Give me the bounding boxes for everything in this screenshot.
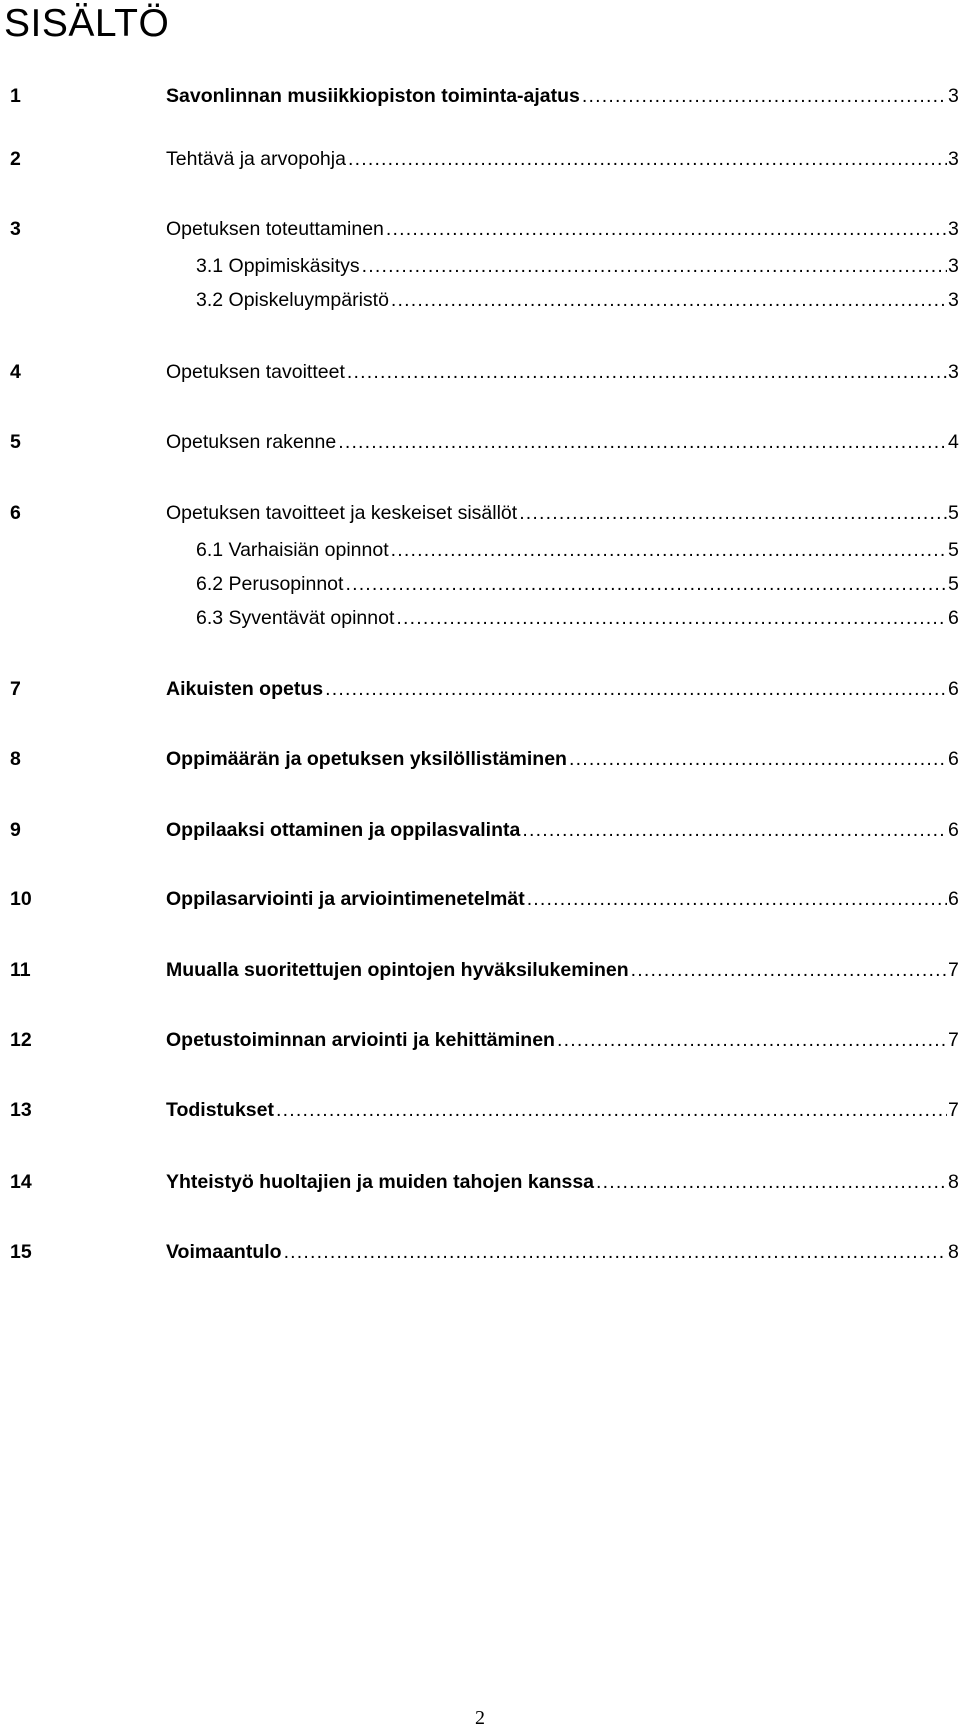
toc-entry[interactable]: [0, 359, 958, 385]
toc-entry-page: 3: [948, 218, 959, 240]
toc-entry-line: [196, 253, 958, 279]
toc-entry[interactable]: [0, 1027, 958, 1053]
toc-entry[interactable]: [0, 1169, 958, 1195]
dot-leader: [527, 886, 947, 912]
toc-entry-page: 7: [948, 1099, 959, 1121]
toc-entry-line: [196, 537, 958, 563]
toc-entry-line: [166, 359, 958, 385]
toc-entry-label: Todistukset: [166, 1099, 274, 1121]
toc-entry-page: 3: [948, 361, 959, 383]
dot-leader: [596, 1169, 947, 1195]
toc-entry-number: 9: [10, 819, 21, 841]
toc-entry[interactable]: [0, 287, 958, 313]
toc-entry-page: 3: [948, 255, 959, 277]
toc-entry-label: Oppilasarviointi ja arviointimenetelmät: [166, 888, 525, 910]
toc-entry-page: 4: [948, 431, 959, 453]
toc-entry[interactable]: [0, 957, 958, 983]
toc-entry-number: 7: [10, 678, 21, 700]
toc-entry-number: 2: [10, 148, 21, 170]
toc-entry-line: [166, 817, 958, 843]
toc-entry-number: 11: [10, 959, 31, 981]
toc-entry-label: Opetuksen toteuttaminen: [166, 218, 384, 240]
toc-entry[interactable]: [0, 571, 958, 597]
toc-entry-number: 6: [10, 502, 21, 524]
toc-entry-label: 6.3 Syventävät opinnot: [196, 607, 395, 629]
toc-entry[interactable]: [0, 216, 958, 242]
dot-leader: [519, 500, 947, 526]
toc-entry-line: [196, 287, 958, 313]
toc-entry-number: 14: [10, 1171, 32, 1193]
toc-entry[interactable]: [0, 746, 958, 772]
toc-entry-line: [166, 1027, 958, 1053]
dot-leader: [386, 216, 947, 242]
toc-entry-label: Opetuksen tavoitteet: [166, 361, 345, 383]
toc-entry-line: [166, 957, 958, 983]
toc-entry-label: Yhteistyö huoltajien ja muiden tahojen kanssa: [166, 1171, 595, 1193]
toc-entry-line: [166, 83, 958, 109]
toc-entry-label: Opetustoiminnan arviointi ja kehittäminen: [166, 1029, 555, 1051]
dot-leader: [362, 253, 947, 279]
toc-entry-number: 1: [10, 85, 21, 107]
dot-leader: [631, 957, 947, 983]
toc-entry-number: 10: [10, 888, 32, 910]
dot-leader: [345, 571, 947, 597]
dot-leader: [284, 1239, 947, 1265]
toc-entry[interactable]: [0, 83, 958, 109]
toc-entry-number: 4: [10, 361, 21, 383]
toc-entry-label: 6.2 Perusopinnot: [196, 573, 344, 595]
page-number: 2: [475, 1707, 485, 1729]
toc-entry-line: [166, 429, 958, 455]
toc-entry-label: Savonlinnan musiikkiopiston toiminta-ajatus: [166, 85, 580, 107]
toc-entry-page: 3: [948, 148, 959, 170]
page-title: SISÄLTÖ: [4, 2, 170, 45]
toc-entry-line: [166, 500, 958, 526]
dot-leader: [391, 287, 947, 313]
toc-entry-label: Aikuisten opetus: [166, 678, 324, 700]
toc-entry-line: [166, 146, 958, 172]
toc-entry-page: 5: [948, 502, 959, 524]
toc-entry-line: [166, 1169, 958, 1195]
toc-entry-page: 6: [948, 607, 959, 629]
dot-leader: [347, 359, 947, 385]
dot-leader: [522, 817, 947, 843]
toc-entry[interactable]: [0, 1239, 958, 1265]
toc-entry-page: 8: [948, 1171, 959, 1193]
toc-entry-label: 6.1 Varhaisiän opinnot: [196, 539, 389, 561]
toc-entry-page: 6: [948, 748, 959, 770]
toc-entry[interactable]: [0, 537, 958, 563]
toc-entry-page: 7: [948, 1029, 959, 1051]
toc-entry-label: Opetuksen tavoitteet ja keskeiset sisällöt: [166, 502, 518, 524]
toc-entry[interactable]: [0, 676, 958, 702]
toc-entry-page: 5: [948, 539, 959, 561]
dot-leader: [276, 1097, 947, 1123]
dot-leader: [582, 83, 947, 109]
toc-entry-line: [166, 746, 958, 772]
toc-entry-number: 5: [10, 431, 21, 453]
dot-leader: [391, 537, 947, 563]
toc-entry-number: 13: [10, 1099, 32, 1121]
toc-entry[interactable]: [0, 817, 958, 843]
toc-entry-line: [166, 216, 958, 242]
toc-entry-page: 6: [948, 678, 959, 700]
toc-entry[interactable]: [0, 1097, 958, 1123]
toc-entry-line: [166, 886, 958, 912]
toc-entry-page: 6: [948, 888, 959, 910]
toc-entry-number: 8: [10, 748, 21, 770]
toc-entry-line: [166, 1097, 958, 1123]
toc-entry-number: 3: [10, 218, 21, 240]
dot-leader: [557, 1027, 947, 1053]
dot-leader: [569, 746, 947, 772]
toc-entry-label: Oppimäärän ja opetuksen yksilöllistäminen: [166, 748, 567, 770]
toc-entry-line: [166, 676, 958, 702]
dot-leader: [338, 429, 947, 455]
dot-leader: [348, 146, 947, 172]
toc-entry[interactable]: [0, 146, 958, 172]
toc-entry[interactable]: [0, 429, 958, 455]
toc-entry-page: 7: [948, 959, 959, 981]
toc-entry[interactable]: [0, 605, 958, 631]
toc-entry-number: 15: [10, 1241, 32, 1263]
dot-leader: [325, 676, 947, 702]
toc-entry-label: Muualla suoritettujen opintojen hyväksilukeminen: [166, 959, 629, 981]
toc-entry-page: 5: [948, 573, 959, 595]
toc-entry-label: 3.2 Opiskeluympäristö: [196, 289, 389, 311]
toc-entry-page: 3: [948, 85, 959, 107]
toc-entry-page: 3: [948, 289, 959, 311]
toc-entry-page: 6: [948, 819, 959, 841]
toc-entry-label: Tehtävä ja arvopohja: [166, 148, 346, 170]
toc-entry-line: [196, 571, 958, 597]
toc-entry-page: 8: [948, 1241, 959, 1263]
toc-entry-label: Opetuksen rakenne: [166, 431, 337, 453]
toc-entry[interactable]: [0, 500, 958, 526]
toc-entry[interactable]: [0, 253, 958, 279]
dot-leader: [396, 605, 947, 631]
toc-entry-line: [196, 605, 958, 631]
toc-entry-label: 3.1 Oppimiskäsitys: [196, 255, 360, 277]
toc-entry-line: [166, 1239, 958, 1265]
toc-entry-number: 12: [10, 1029, 32, 1051]
toc-entry-label: Voimaantulo: [166, 1241, 282, 1263]
toc-entry-label: Oppilaaksi ottaminen ja oppilasvalinta: [166, 819, 521, 841]
toc-entry[interactable]: [0, 886, 958, 912]
